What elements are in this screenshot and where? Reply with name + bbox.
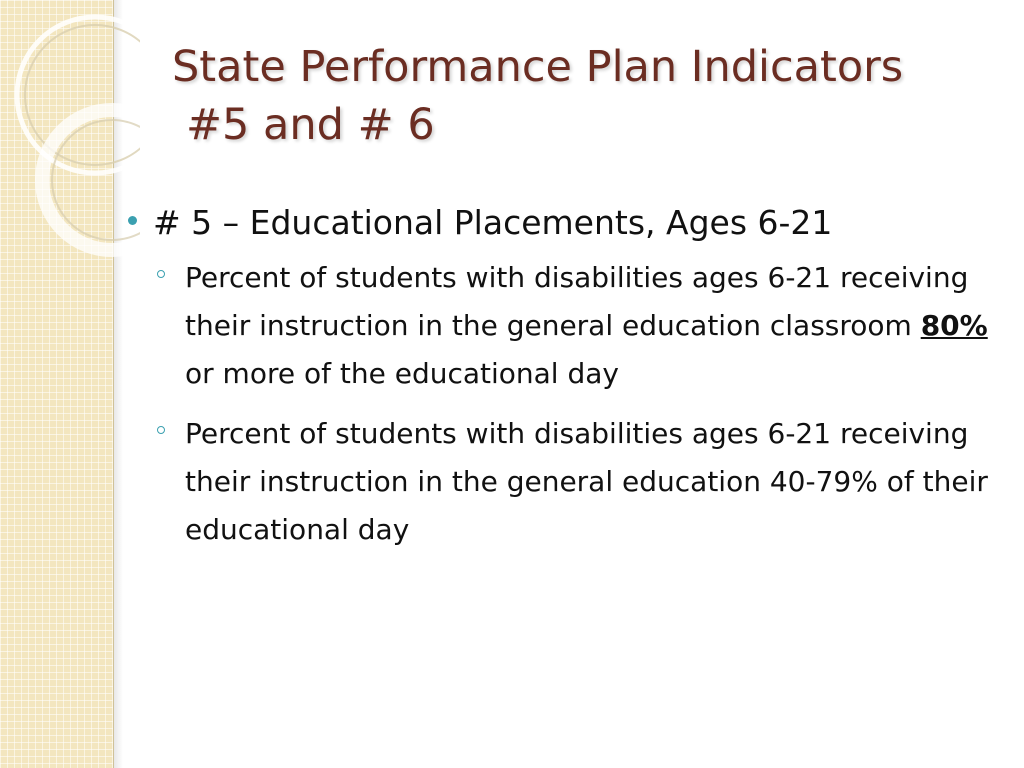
decorative-rings-icon	[0, 0, 140, 260]
sub-bullet-circle-icon	[157, 426, 165, 434]
sub-bullet-item-2	[185, 410, 1008, 554]
slide-title	[172, 38, 992, 154]
slide-content	[128, 196, 1008, 566]
sub-bullet-2-text: Percent of students with disabilities ages 6-21 receiving their instruction in the general education 40-79% of their educational day	[185, 417, 988, 546]
bullet-text: # 5 – Educational Placements, Ages 6-21	[153, 203, 833, 242]
bullet-dot-icon	[128, 216, 137, 225]
title-line-1: State Performance Plan Indicators	[172, 42, 904, 92]
sub-bullet-1-text-end: or more of the educational day	[185, 357, 619, 390]
bullet-item-indicator-5	[128, 196, 1008, 250]
title-line-2: #5 and # 6	[186, 100, 435, 150]
sub-bullet-circle-icon	[157, 270, 165, 278]
sub-bullet-item-1	[185, 254, 1008, 398]
sub-bullet-1-text-start: Percent of students with disabilities ages 6-21 receiving their instruction in the general education classroom	[185, 261, 969, 342]
sub-bullet-list	[128, 254, 1008, 554]
sub-bullet-1-emphasis: 80%	[920, 309, 988, 342]
